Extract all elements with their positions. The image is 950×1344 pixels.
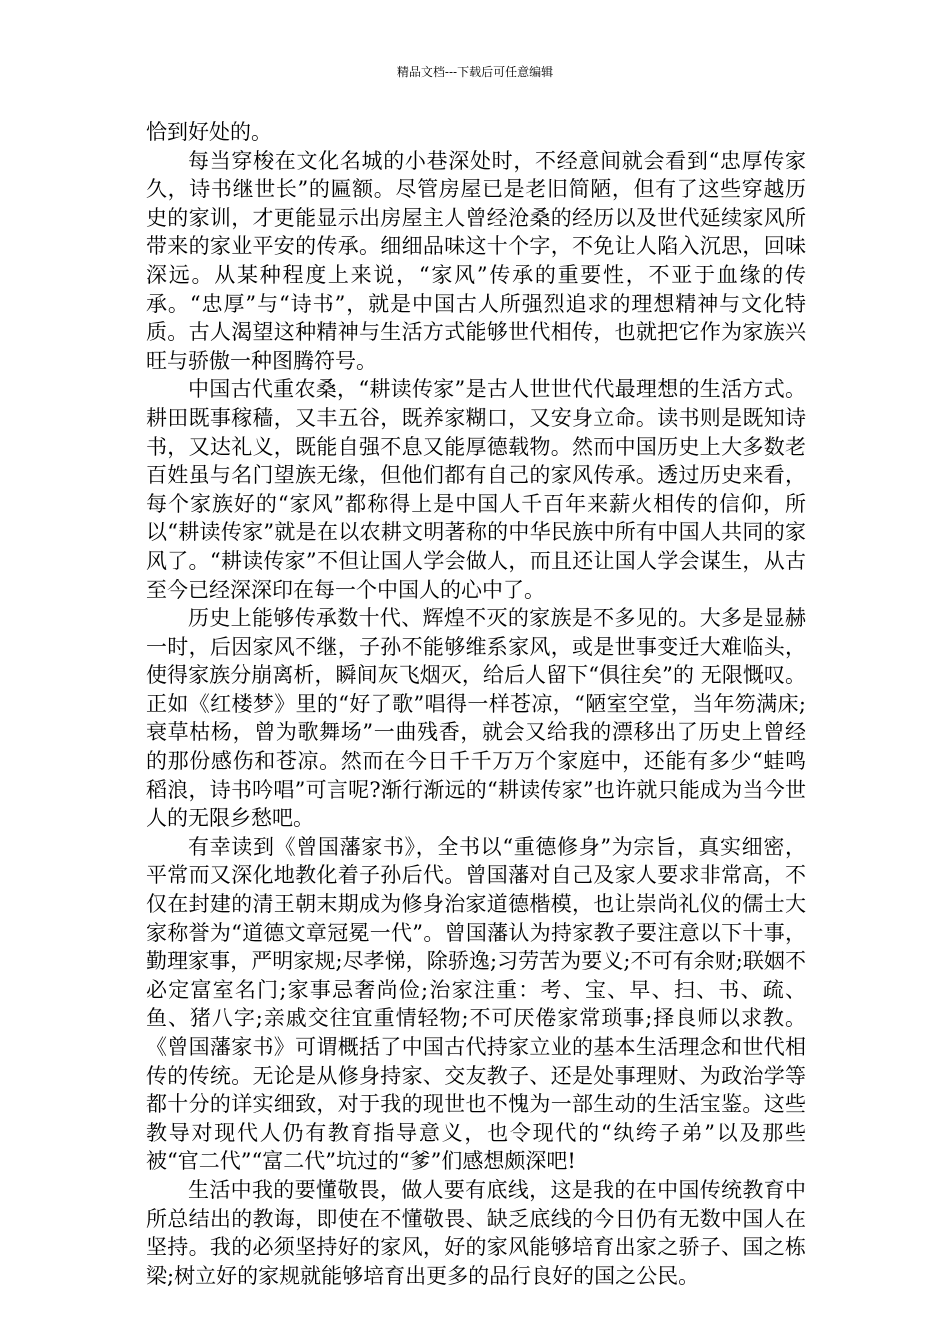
page-header: 精品文档---下载后可任意编辑 [396,65,554,79]
article-body [146,118,806,1290]
paragraph-5: 有幸读到《曾国藩家书》，全书以“重德修身”为宗旨，真实细密，平常而又深化地教化着子孙后代。曾国藩对自己及家人要求非常高，不仅在封建的清王朝末期成为修身治家道德楷模，也让崇尚礼仪的儒士大家称誉为“道德文章冠冕一代”。曾国藩认为持家教子要注意以下十事，勤理家事，严明家规;尽孝悌，除骄逸;习劳苦为要义;不可有余财;联姻不必定富室名门;家事忌奢尚俭;治家注重：考、宝、早、扫、书、疏、鱼、猪八字;亲戚交往宜重情轻物;不可厌倦家常琐事;择良师以求教。《曾国藩家书》可谓概括了中国古代持家立业的基本生活理念和世代相传的传统。无论是从修身持家、交友教子、还是处事理财、为政治学等都十分的详实细致，对于我的现世也不愧为一部生动的生活宝鉴。这些教导对现代人仍有教育指导意义，也令现代的“纨绔子弟”以及那些被“官二代”“富二代”坑过的“爹”们感想颇深吧! [146,834,806,1174]
paragraph-2: 每当穿梭在文化名城的小巷深处时，不经意间就会看到“忠厚传家久，诗书继世长”的匾额。尽管房屋已是老旧简陋，但有了这些穿越历史的家训，才更能显示出房屋主人曾经沧桑的经历以及世代延续家风所带来的家业平安的传承。细细品味这十个字，不免让人陷入沉思，回味深远。从某种程度上来说，“家风”传承的重要性，不亚于血缘的传承。“忠厚”与“诗书”，就是中国古人所强烈追求的理想精神与文化特质。古人渴望这种精神与生活方式能够世代相传，也就把它作为家族兴旺与骄傲一种图腾符号。 [146,148,806,373]
paragraph-4: 历史上能够传承数十代、辉煌不灭的家族是不多见的。大多是显赫一时，后因家风不继，子孙不能够维系家风，或是世事变迁大难临头，使得家族分崩离析，瞬间灰飞烟灭，给后人留下“俱往矣”的 无限慨叹。正如《红楼梦》里的“好了歌”唱得一样苍凉，“陋室空堂，当年笏满床;衰草枯杨，曾为歌舞场”一曲残香，就会又给我的漂移出了历史上曾经的那份感伤和苍凉。然而在今日千千万万个家庭中，还能有多少“蛙鸣稻浪，诗书吟唱”可言呢?渐行渐远的“耕读传家”也许就只能成为当今世人的无限乡愁吧。 [146,606,806,831]
paragraph-1: 恰到好处的。 [146,120,272,144]
paragraph-6: 生活中我的要懂敬畏，做人要有底线，这是我的在中国传统教育中所总结出的教诲，即使在不懂敬畏、缺乏底线的今日仍有无数中国人在坚持。我的必须坚持好的家风，好的家风能够培育出家之骄子、国之栋梁;树立好的家规就能够培育出更多的品行良好的国之公民。 [146,1177,806,1288]
paragraph-3: 中国古代重农桑，“耕读传家”是古人世世代代最理想的生活方式。耕田既事稼穑，又丰五谷，既养家糊口，又安身立命。读书则是既知诗书，又达礼义，既能自强不息又能厚德载物。然而中国历史上大多数老百姓虽与名门望族无缘，但他们都有自己的家风传承。透过历史来看，每个家族好的“家风”都称得上是中国人千百年来薪火相传的信仰，所以“耕读传家”就是在以农耕文明著称的中华民族中所有中国人共同的家风了。“耕读传家”不但让国人学会做人，而且还让国人学会谋生，从古至今已经深深印在每一个中国人的心中了。 [146,377,806,602]
